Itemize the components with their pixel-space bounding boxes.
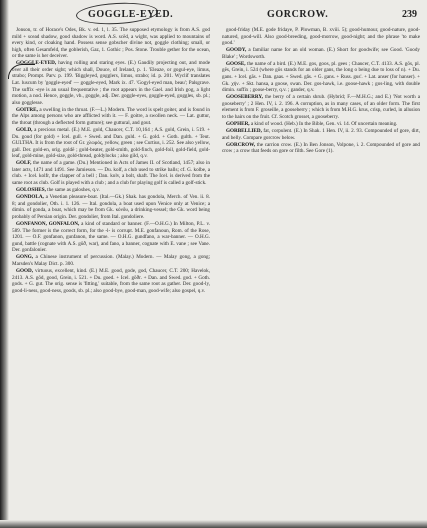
entry-headword: GOLOSHES, (16, 187, 46, 194)
entry-headword: GOLF, (16, 160, 32, 167)
dictionary-entry (222, 47, 420, 60)
head-word-left: GOGGLE-EYED. (88, 9, 174, 20)
dictionary-entry (222, 27, 420, 47)
dictionary-entry (12, 60, 210, 106)
entry-text: virtuous, excellent, kind. (E.) M.E. good, gode, god, Chaucer, C.T. 200; Havelok, 2413. A.S. gōd, good, Grein, i. 521. + Du. goed. + Icel. gōðr. + Dan. and Swed. god. + Goth. gods. + G. gut. The orig. sense is 'fitting,' suitable, from the same root as gather. Der. good-ly, good-li-ness, good-ness, goods, sb. pl.; also good-bye, good-man, good-wife; also gospel, q.v. (12, 268, 210, 294)
entry-text: good-friday (M.E. gode fridaye, P. Plowman, B. xviii. 5); good-humour, good-nature, good-natured, good-will. Also good-breeding, good-morrow, good-night; and the phrase 'to make good.' (222, 27, 420, 47)
entry-headword: GOPHER, (226, 121, 250, 128)
page-bottom-shadow (0, 520, 427, 528)
entry-text: a kind of wood. (Heb.) In the Bible, Gen. vi. 14. Of uncertain meaning. (250, 121, 398, 128)
dictionary-entry (12, 107, 210, 127)
entry-text: the carrion crow. (E.) In Ben Jonson, Volpone, i. 2. Compounded of gore and crow ; a crow that feeds on gore or filth. See Gore (1). (222, 141, 420, 155)
entry-text: having rolling and staring eyes. (E.) Gaudily projecting out, and mode over all their order sight; which shall, Douce, of Ireland, p. 1. 'Eleaze, or gogul-eye, limus, strabo; Prompt. Parv. p. 199. 'Biggleyed, gogglers, limus, strabo; id. p. 201. Wyclif translates Lat. luscum by 'goggle-eyed' — goggle-eyed, Mark ix. 47. 'Gogyl-eyed man, beau'; Palsgrave. The suffix -eye is an usual frequentative ; the root appears in the Gael. and Irish gog, a light motion, a nod. Hence, goggle, vb., goggle, adj. Der. goggle-eyes, goggle-eyed, goggles, sb. pl.; also gogglesse. (12, 60, 210, 106)
running-head (14, 6, 419, 26)
entry-text: a kind of standard or banner. (F.—O.H.G.) In Milton, P.L. v. 589. The former is the correct form, for the -l- is corrupt. M.E. gonfanoun, Rom. of the Rose, 1201. — O.F. gonfanon, gunfanon, the same. — O.H.G. gundfano, a war-banner. — O.H.G. gund, battle (cognate with A.S. gūð, war), and fano, a banner, cognate with E. vane ; see Vane. Der. gonfalonier. (12, 221, 210, 254)
entry-headword: GONG, (16, 254, 33, 261)
entry-text: a precious metal. (E.) M.E. gold, Chaucer, C.T. 10,164 ; A.S. gold, Grein, i. 519. + Du. goud (for gold) + Icel. gull. + Swed. and Dan. guld. + G. gold. + Goth. gulth. + Teut. GULTHA. It is from the root of Gr. χλωρός, yellow, green ; see Curtius, i. 252. See also yellow, gall. Der. gold-en, orig. goldē ; gold-beater, gold-smith, gold-finch, gold-foil, gold-field, gold-leaf, gold-mine, gold-size, gold-thread, goldylocks ; also gild, q.v. (12, 126, 210, 160)
dictionary-entry (12, 221, 210, 254)
entry-text: a Venetian pleasure-boat. (Ital.—Gk.) Shak. has gondola, Merch. of Ven. ii. 8. 8; and gondolier, Oth. i. 1. 126. — Ital. gondola, a boat used upon Venice only at Venice; a dimin. of gonda, a boat, which may be from Gk. κόνδυ, a drinking-vessel; the Gk. word being probably of Persian origin. Der. gondolier, from Ital. gondoliere. (12, 194, 210, 220)
page-edge-shadow (0, 0, 9, 528)
right-column (222, 27, 420, 515)
entry-text: the berry of a certain shrub. (Hybrid; F.—M.H.G.; and E.) 'Not worth a gooseberry' ; 2 Hen. IV, i. 2. 196. A corruption, as in many cases, of an older form. The first element is from F. groseille, a gooseberry ; which is from M.H.G. krus, crisp, curled, in allusion to the hairs on the fruit. Cf. Scotch grosset, a gooseberry. (222, 94, 420, 120)
entry-text: the name of a game. (Du.) Mentioned in Acts of James II. of Scotland, 1457; also in later acts, 1471 and 1491. See Jamieson. — Du. kolf, a club used to strike balls; cf. G. kolbe, a club. + Icel. kolfr, the clapper of a bell ; Dan. kolv, a bolt, shaft. The Icel. is derived from the same root as club. Golf is played with a club ; and a club for playing golf is called a golf-stick. (12, 160, 210, 186)
entry-text: fat, corpulent. (E.) In Shak. 1 Hen. IV, ii. 2. 93. Compounded of gore, dirt, and belly. Compare gorcrow below. (222, 128, 420, 141)
entry-headword: GOGGLE-EYED, (16, 60, 57, 67)
entry-headword: GOLD, (16, 126, 33, 133)
entry-text: the same as galoshes, q.v. (47, 187, 100, 194)
dictionary-entry (12, 268, 210, 294)
entry-text: a familiar name for an old woman. (E.) Short for goodwife; see Good. 'Goody Blake' ; Wordsworth. (222, 47, 420, 60)
entry-headword: GONFANON, GONFALON, (16, 221, 80, 228)
entry-text: a Chinese instrument of percussion. (Malay.) Modern. — Malay gong, a gong; Marsden's Malay Dict. p. 300. (12, 254, 210, 267)
dictionary-entry (222, 121, 420, 128)
entry-text: Jonson, tr. of Horace's Odes, Bk. v. ed. 1, l. 35. The supposed etymology is from A.S. god mild + scead shadow, good shadow is word. A.S. scēd, a wight, was applied to mountains of every kind, or cloaking hand. Possess sense gobscher divine not, goggle clothing; small, or high, often Gesamfeld, the goblerish, Gaz, 1. Gothic ; Pos. Stone. Trouble gether for the ocean, or the same is her deceiver. (12, 27, 210, 60)
page-number: 239 (402, 9, 417, 20)
entry-headword: GOOSE, (226, 60, 246, 67)
dictionary-entry (12, 27, 210, 60)
dictionary-entry (222, 94, 420, 120)
entry-headword: GOITRE, (16, 106, 38, 113)
entry-headword: GORBELLIED, (226, 128, 262, 135)
entry-text: a swelling in the throat. (F.—L.) Modern. The word is spelt goiter, and is found in the Alps among persons who are afflicted with it. — F. goitre, a swollen neck. — Lat. guttur, the throat (through a deflected form gutture); see guttural, and gout. (12, 106, 210, 126)
entry-headword: GOOD, (16, 268, 33, 275)
entry-headword: GOOSEBERRY, (226, 94, 263, 101)
dictionary-entry (222, 128, 420, 141)
dictionary-entry (12, 187, 210, 194)
head-word-right: GORCROW. (267, 9, 329, 20)
dictionary-entry (12, 160, 210, 186)
dictionary-entry (222, 61, 420, 94)
dictionary-entry (12, 127, 210, 160)
entry-headword: GONDOLA, (16, 194, 44, 201)
dictionary-entry (12, 194, 210, 220)
dictionary-entry (222, 142, 420, 155)
entry-headword: GOODY, (226, 47, 247, 54)
entry-text: the name of a bird. (E.) M.E. gos, goos, pl. gees ; Chaucer, C.T. 4133. A.S. gōs, pl. gēs, Grein, i. 524 (where gōs stands for an older gans, the long o being due to loss of n). + Du. gans. + Icel. gās. + Dan. gaas. + Swed. gås. + G. gans. + Russ. gus'. + Lat. anser (for hanser). + Gk. χήν. + Skt. hansa, a goose, swan. Der. gos-hawk, i.e. goose-hawk ; gos-ling, with double dimin. suffix ; goose-berry, q.v. ; gander, q.v. (222, 60, 420, 94)
dictionary-entry (12, 254, 210, 267)
entry-headword: GORCROW, (226, 141, 256, 148)
left-column (12, 27, 210, 515)
